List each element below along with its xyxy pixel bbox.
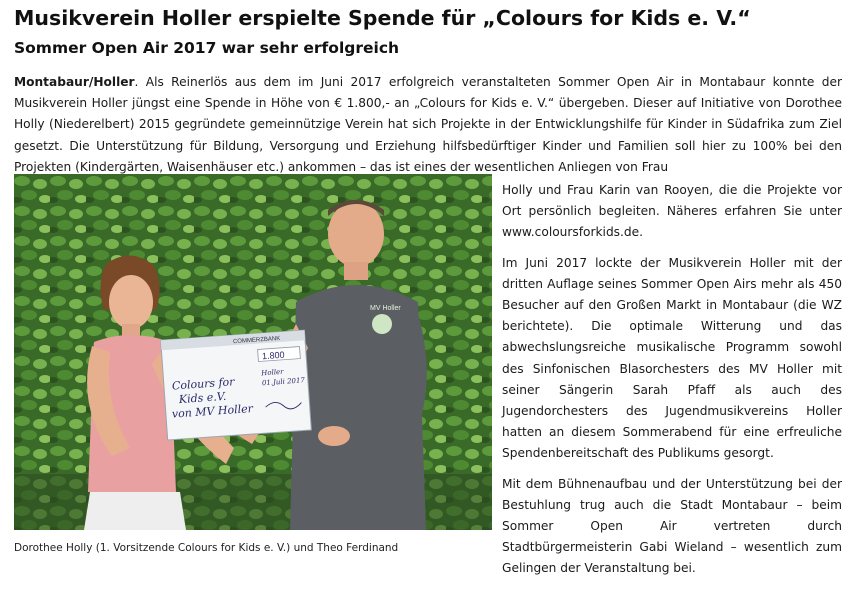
cheque-recipient-line-1: Colours for xyxy=(171,375,235,393)
cheque-recipient-line-2: Kids e.V. xyxy=(178,389,227,407)
intro-text: . Als Reinerlös aus dem im Juni 2017 erfolgreich veranstalteten Sommer Open Air in Montabaur konnte der Musikverein Holler jüngst eine Spende in Höhe von € 1.800,- an „Colours for Kids e. V.“ übergeben. Dieser auf Initiative von Dorothee Holly (Niederelbert) 2015 gegründete gemeinnützige Verein hat sich Projekte in der Entwicklungshilfe für Kinder in Südafrika zum Ziel gesetzt. Die Unterstützung für Bildung, Versorgung und Erziehung hilfsbedürftiger Kinder und Familien soll hier zu 100% bei den Projekten (Kindergärten, Waisenhäuser etc.) ankommen – das ist eines der wesentlichen Anliegen von Frau xyxy=(14,75,842,174)
article-photo xyxy=(14,174,492,530)
cheque-amount: 1.800 xyxy=(261,349,285,362)
paragraph-3: Mit dem Bühnenaufbau und der Unterstützung bei der Bestuhlung trug auch die Stadt Montabaur – beim Sommer Open Air vertreten durch Stadtbürgermeisterin Gabi Wieland – wesentlich zum Gelingen der Veranstaltung bei. xyxy=(502,476,842,576)
photo-illustration xyxy=(14,174,492,530)
photo-caption: Dorothee Holly (1. Vorsitzende Colours for Kids e. V.) und Theo Ferdinand xyxy=(14,542,399,554)
paragraph-2: Im Juni 2017 lockte der Musikverein Holler mit der dritten Auflage seines Sommer Open Airs mehr als 450 Besucher auf den Großen Markt in Montabaur (die WZ berichtete). Die optimale Witterung und das abwechslungsreiche musikalische Programm sowohl des Sinfonischen Blasorchesters des MV Holler mit seiner Sängerin Sarah Pfaff als auch des Jugendorchesters des Jugendmusikvereins Holler hatten an diesem Sommerabend für eine erfreuliche Spendenbereitschaft des Publikums gesorgt. xyxy=(502,255,842,461)
cheque-date: 01.Juli 2017 xyxy=(261,376,306,388)
article-intro-paragraph xyxy=(14,72,842,178)
article-subheadline: Sommer Open Air 2017 war sehr erfolgreich xyxy=(14,39,400,57)
cheque-bank-name: COMMERZBANK xyxy=(232,335,281,346)
paragraph-1-continuation: Holly und Frau Karin van Rooyen, die die Projekte vor Ort persönlich begleiten. Näheres erfahren Sie unter www.coloursforkids.de. xyxy=(502,183,842,240)
donation-cheque xyxy=(161,330,312,440)
article-right-column xyxy=(502,180,842,589)
shirt-logo-text: MV Holler xyxy=(370,305,401,312)
dateline: Montabaur/Holler xyxy=(14,75,135,89)
cheque-place: Holler xyxy=(260,367,284,378)
article-headline: Musikverein Holler erspielte Spende für „Colours for Kids e. V.“ xyxy=(14,6,751,30)
cheque-recipient-line-3: von MV Holler xyxy=(171,402,254,421)
